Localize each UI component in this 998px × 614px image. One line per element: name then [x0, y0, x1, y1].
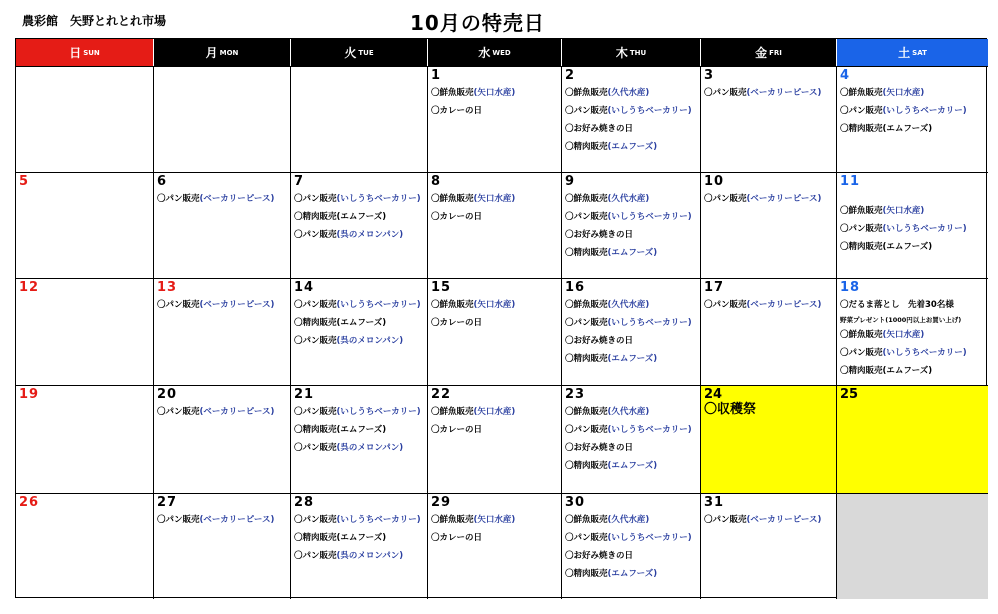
day-cell-12 — [16, 278, 154, 385]
calendar-grid — [15, 38, 987, 598]
event-fish: 〇鮮魚販売(矢口水産) — [431, 515, 516, 525]
day-number: 16 — [565, 280, 586, 295]
event-fish: 〇鮮魚販売(矢口水産) — [431, 194, 516, 204]
event-bread: 〇パン販売(ベーカリーピース) — [704, 88, 822, 98]
day-number: 31 — [704, 495, 725, 510]
event-bread-melon: 〇パン販売(呉のメロンパン) — [294, 443, 404, 453]
day-number: 7 — [294, 174, 305, 189]
event-meat: 〇精肉販売(エムフーズ) — [565, 248, 658, 258]
day-cell-3 — [701, 66, 837, 172]
day-cell-23 — [562, 385, 701, 493]
event-fish: 〇鮮魚販売(矢口水産) — [840, 206, 925, 216]
day-number: 8 — [431, 174, 442, 189]
event-bread: 〇パン販売(いしうちベーカリー) — [565, 106, 692, 116]
day-cell-5 — [16, 172, 154, 278]
day-cell-21 — [291, 385, 428, 493]
day-number: 30 — [565, 495, 586, 510]
day-number: 1 — [431, 68, 442, 83]
day-cell-9 — [562, 172, 701, 278]
day-cell-10 — [701, 172, 837, 278]
day-number: 19 — [19, 387, 40, 402]
day-number: 21 — [294, 387, 315, 402]
day-number: 14 — [294, 280, 315, 295]
day-cell-26 — [16, 493, 154, 599]
event-meat: 〇精肉販売(エムフーズ) — [840, 124, 933, 134]
event-fish: 〇鮮魚販売(久代水産) — [565, 515, 650, 525]
event-fish: 〇鮮魚販売(矢口水産) — [431, 300, 516, 310]
day-cell-2 — [562, 66, 701, 172]
event-bread: 〇パン販売(いしうちベーカリー) — [840, 224, 967, 234]
event-bread: 〇パン販売(ベーカリーピース) — [157, 515, 275, 525]
event-bread: 〇パン販売(いしうちベーカリー) — [565, 425, 692, 435]
day-cell-empty — [291, 66, 428, 172]
event-bread: 〇パン販売(いしうちベーカリー) — [294, 194, 421, 204]
event-okonomi: 〇お好み焼きの日 — [565, 336, 634, 346]
event-okonomi: 〇お好み焼きの日 — [565, 230, 634, 240]
day-number: 10 — [704, 174, 725, 189]
day-cell-20 — [154, 385, 291, 493]
event-okonomi: 〇お好み焼きの日 — [565, 551, 634, 561]
day-cell-24 — [701, 385, 837, 493]
weekday-header-sun: 日 SUN — [16, 39, 154, 66]
event-meat: 〇精肉販売(エムフーズ) — [565, 142, 658, 152]
event-bread: 〇パン販売(いしうちベーカリー) — [294, 515, 421, 525]
event-meat: 〇精肉販売(エムフーズ) — [840, 242, 933, 252]
day-number: 18 — [840, 280, 861, 295]
day-cell-29 — [428, 493, 562, 599]
event-curry: 〇カレーの日 — [431, 425, 483, 435]
event-harvest: 〇収穫祭 — [704, 402, 757, 417]
event-curry: 〇カレーの日 — [431, 212, 483, 222]
day-cell-15 — [428, 278, 562, 385]
event-bread: 〇パン販売(ベーカリーピース) — [704, 515, 822, 525]
day-cell-28 — [291, 493, 428, 599]
event-fish: 〇鮮魚販売(矢口水産) — [840, 88, 925, 98]
event-fish: 〇鮮魚販売(矢口水産) — [840, 330, 925, 340]
page-title: 10月の特売日 — [410, 11, 545, 35]
day-number: 26 — [19, 495, 40, 510]
event-bread: 〇パン販売(いしうちベーカリー) — [565, 533, 692, 543]
day-number: 13 — [157, 280, 178, 295]
event-curry: 〇カレーの日 — [431, 318, 483, 328]
weekday-header-mon: 月 MON — [154, 39, 291, 66]
weekday-header-thu: 木 THU — [562, 39, 701, 66]
event-meat: 〇精肉販売(エムフーズ) — [565, 461, 658, 471]
day-cell-16 — [562, 278, 701, 385]
day-number: 6 — [157, 174, 168, 189]
event-fish: 〇鮮魚販売(久代水産) — [565, 407, 650, 417]
day-number: 24 — [704, 387, 723, 402]
event-fish: 〇鮮魚販売(久代水産) — [565, 88, 650, 98]
day-number: 3 — [704, 68, 715, 83]
day-cell-8 — [428, 172, 562, 278]
weekday-header-wed: 水 WED — [428, 39, 562, 66]
day-number: 20 — [157, 387, 178, 402]
event-meat: 〇精肉販売(エムフーズ) — [294, 318, 387, 328]
day-cell-7 — [291, 172, 428, 278]
day-number: 15 — [431, 280, 452, 295]
event-meat: 〇精肉販売(エムフーズ) — [565, 354, 658, 364]
event-bread: 〇パン販売(ベーカリーピース) — [157, 194, 275, 204]
event-bread-melon: 〇パン販売(呉のメロンパン) — [294, 551, 404, 561]
event-fish: 〇鮮魚販売(矢口水産) — [431, 407, 516, 417]
event-bread: 〇パン販売(いしうちベーカリー) — [840, 348, 967, 358]
day-number: 5 — [19, 174, 30, 189]
day-cell-18 — [837, 278, 988, 385]
day-cell-6 — [154, 172, 291, 278]
event-curry: 〇カレーの日 — [431, 533, 483, 543]
event-curry: 〇カレーの日 — [431, 106, 483, 116]
weekday-header-tue: 火 TUE — [291, 39, 428, 66]
event-bread: 〇パン販売(いしうちベーカリー) — [294, 407, 421, 417]
day-number: 17 — [704, 280, 725, 295]
day-number: 4 — [840, 68, 851, 83]
day-number: 25 — [840, 387, 859, 402]
event-fish: 〇鮮魚販売(矢口水産) — [431, 88, 516, 98]
day-cell-empty — [154, 66, 291, 172]
event-meat: 〇精肉販売(エムフーズ) — [294, 425, 387, 435]
weekday-header-fri: 金 FRI — [701, 39, 837, 66]
event-okonomi: 〇お好み焼きの日 — [565, 124, 634, 134]
event-meat: 〇精肉販売(エムフーズ) — [565, 569, 658, 579]
day-number: 9 — [565, 174, 576, 189]
day-cell-11 — [837, 172, 988, 278]
event-bread: 〇パン販売(いしうちベーカリー) — [840, 106, 967, 116]
day-cell-22 — [428, 385, 562, 493]
day-cell-25 — [837, 385, 988, 493]
day-cell-empty — [837, 493, 988, 599]
day-cell-1 — [428, 66, 562, 172]
event-meat: 〇精肉販売(エムフーズ) — [294, 212, 387, 222]
day-cell-31 — [701, 493, 837, 599]
day-number: 29 — [431, 495, 452, 510]
day-cell-30 — [562, 493, 701, 599]
event-bread: 〇パン販売(ベーカリーピース) — [704, 194, 822, 204]
day-cell-19 — [16, 385, 154, 493]
event-bread: 〇パン販売(いしうちベーカリー) — [294, 300, 421, 310]
event-meat: 〇精肉販売(エムフーズ) — [294, 533, 387, 543]
day-number: 23 — [565, 387, 586, 402]
event-bread: 〇パン販売(ベーカリーピース) — [157, 300, 275, 310]
event-meat: 〇精肉販売(エムフーズ) — [840, 366, 933, 376]
day-number: 2 — [565, 68, 576, 83]
event-daruma-note: 野菜プレゼント(1000円以上お買い上げ) — [840, 316, 962, 324]
day-number: 11 — [840, 174, 861, 189]
day-cell-empty — [16, 66, 154, 172]
event-fish: 〇鮮魚販売(久代水産) — [565, 300, 650, 310]
day-cell-13 — [154, 278, 291, 385]
day-number: 28 — [294, 495, 315, 510]
event-bread: 〇パン販売(ベーカリーピース) — [157, 407, 275, 417]
day-number: 27 — [157, 495, 178, 510]
weekday-header-sat: 土 SAT — [837, 39, 988, 66]
day-cell-27 — [154, 493, 291, 599]
store-name: 農彩館 矢野とれとれ市場 — [22, 14, 167, 28]
day-number: 22 — [431, 387, 452, 402]
event-bread-melon: 〇パン販売(呉のメロンパン) — [294, 230, 404, 240]
event-bread-melon: 〇パン販売(呉のメロンパン) — [294, 336, 404, 346]
event-fish: 〇鮮魚販売(久代水産) — [565, 194, 650, 204]
event-bread: 〇パン販売(いしうちベーカリー) — [565, 318, 692, 328]
day-number: 12 — [19, 280, 40, 295]
day-cell-14 — [291, 278, 428, 385]
day-cell-4 — [837, 66, 988, 172]
event-bread: 〇パン販売(ベーカリーピース) — [704, 300, 822, 310]
day-cell-17 — [701, 278, 837, 385]
event-bread: 〇パン販売(いしうちベーカリー) — [565, 212, 692, 222]
event-daruma: 〇だるま落とし 先着30名様 — [840, 300, 954, 310]
event-okonomi: 〇お好み焼きの日 — [565, 443, 634, 453]
